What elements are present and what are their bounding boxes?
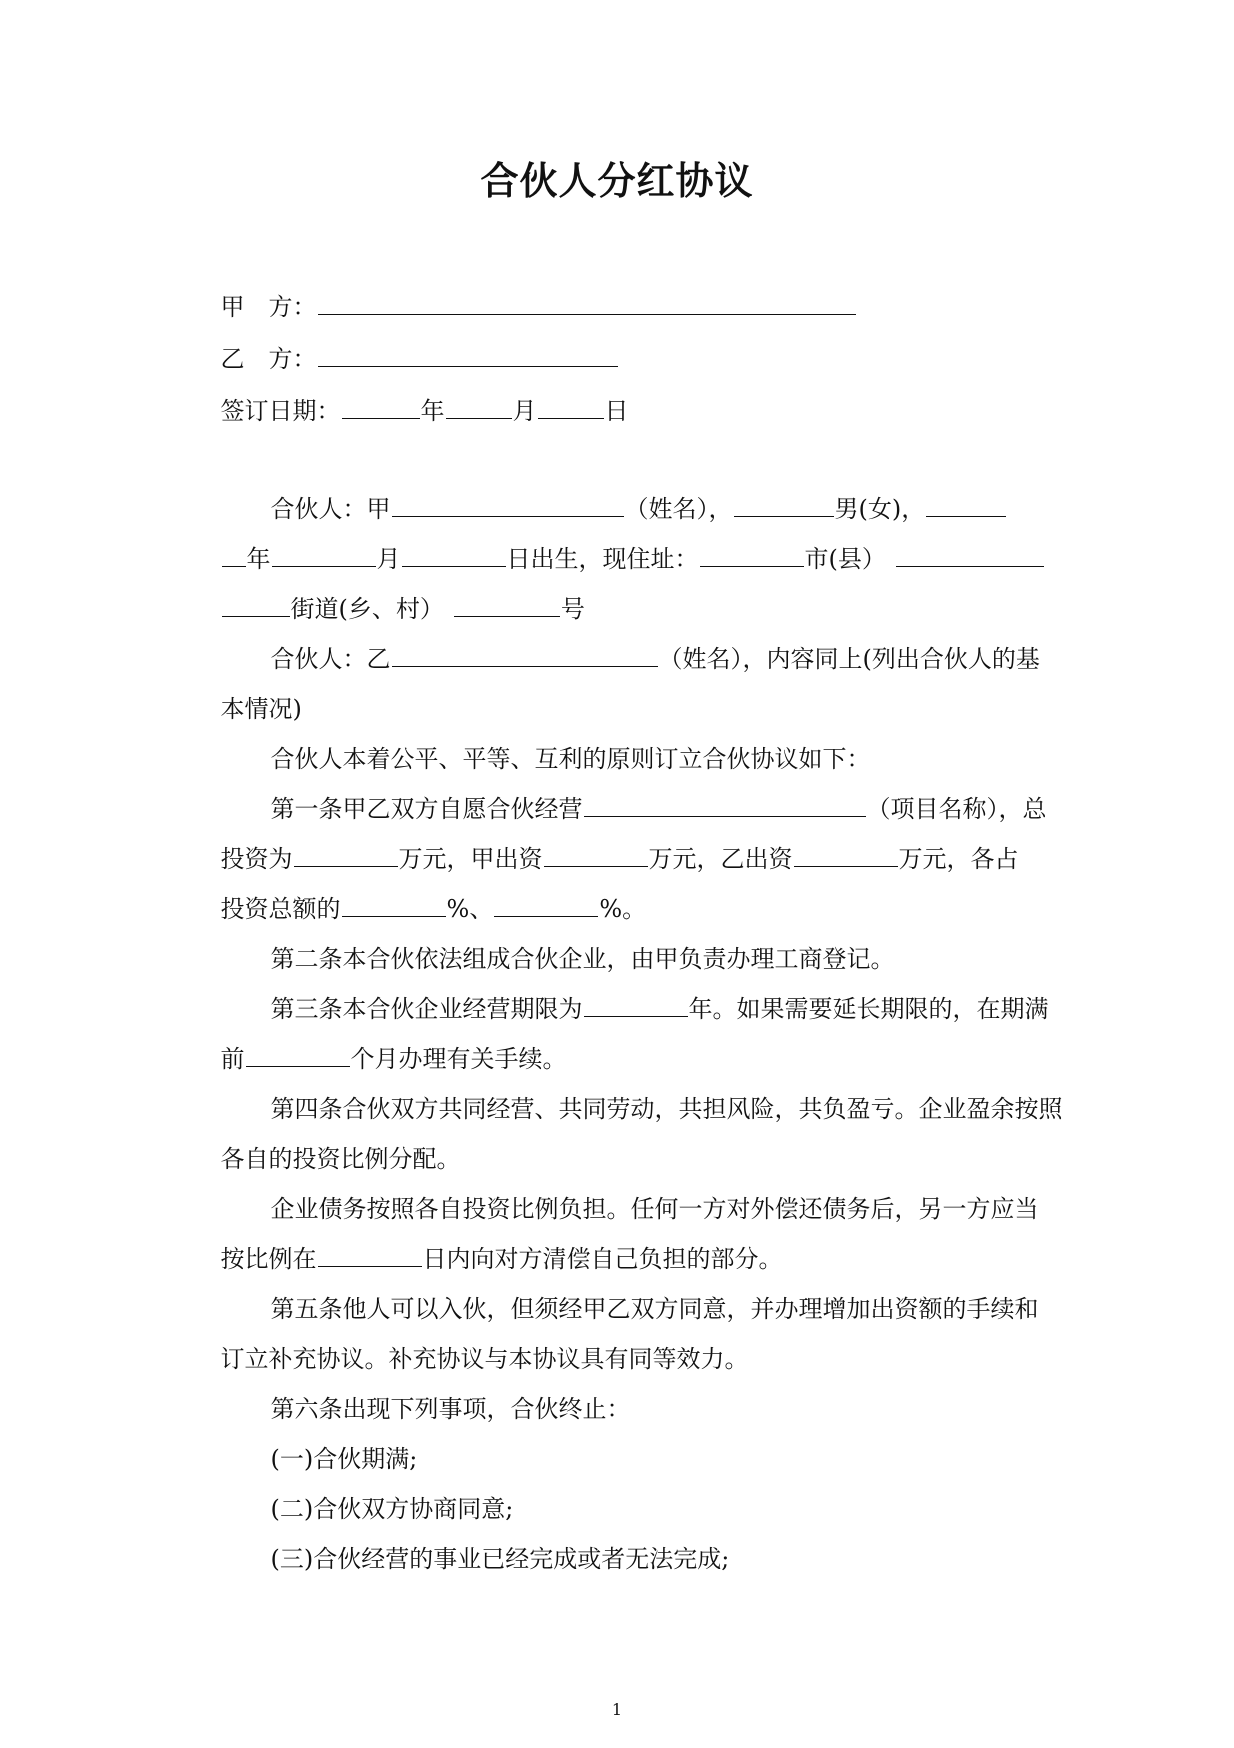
- article-4-text-b: 各自的投资比例分配。: [220, 1145, 461, 1173]
- partner-a-number-label: 号: [560, 595, 585, 623]
- article-5-text-b: 订立补充协议。补充协议与本协议具有同等效力。: [220, 1345, 749, 1373]
- debt-text-c: 日内向对方清偿自己负担的部分。: [422, 1245, 783, 1273]
- partner-b-note-2: 本情况): [220, 695, 302, 723]
- article-1-text-h: %、: [446, 895, 494, 923]
- party-b-investment-blank[interactable]: [794, 842, 898, 867]
- article-3-text-d: 个月办理有关手续。: [350, 1045, 567, 1073]
- partner-a-prefix: 合伙人：甲: [270, 495, 391, 523]
- sign-year-label: 年: [420, 397, 445, 425]
- partner-a-name-note: （姓名），: [624, 495, 733, 523]
- page-number: 1: [611, 1700, 623, 1719]
- partner-a-year-label: 年: [246, 545, 271, 573]
- partner-a-birth-label: 日出生，现住址：: [506, 545, 699, 573]
- article-1-text-e: 万元，乙出资: [648, 845, 793, 873]
- article-5-text-a: 第五条他人可以入伙，但须经甲乙双方同意，并办理增加出资额的手续和: [270, 1295, 1039, 1323]
- party-b-label: 乙 方：: [220, 345, 317, 373]
- partner-a-gender: 男(女)，: [834, 495, 926, 523]
- partner-b-line-1: [240, 608, 1040, 710]
- article-3-text-b: 年。如果需要延长期限的，在期满: [688, 995, 1049, 1023]
- item-2-text: (二)合伙双方协商同意;: [270, 1495, 514, 1523]
- partner-b-note-1: （姓名），内容同上(列出合伙人的基: [658, 645, 1040, 673]
- sign-month-label: 月: [512, 397, 537, 425]
- item-1-text: (一)合伙期满;: [270, 1445, 418, 1473]
- sign-date-line: [190, 360, 629, 462]
- partner-a-month-label: 月: [376, 545, 401, 573]
- party-a-label: 甲 方：: [220, 293, 317, 321]
- partner-a-city-blank[interactable]: [700, 542, 804, 567]
- article-1-text-a: 第一条甲乙双方自愿合伙经营: [270, 795, 583, 823]
- partner-a-city-label: 市(县）: [804, 545, 886, 573]
- term-years-blank[interactable]: [584, 992, 688, 1017]
- sign-year-blank[interactable]: [342, 394, 420, 419]
- article-1-text-i: %。: [599, 895, 647, 923]
- sign-day-label: 日: [604, 397, 629, 425]
- article-3-text-c: 前: [220, 1045, 245, 1073]
- document-title: 合伙人分红协议: [480, 159, 754, 203]
- partner-a-street-label: 街道(乡、村）: [290, 595, 444, 623]
- article-1-text-d: 万元，甲出资: [398, 845, 543, 873]
- partner-a-district-blank[interactable]: [896, 542, 1044, 567]
- debt-text-a: 企业债务按照各自投资比例负担。任何一方对外偿还债务后，另一方应当: [270, 1195, 1039, 1223]
- article-2-text: 第二条本合伙依法组成合伙企业，由甲负责办理工商登记。: [270, 945, 895, 973]
- item-3-text: (三)合伙经营的事业已经完成或者无法完成;: [270, 1545, 730, 1573]
- article-1-text-c: 投资为: [220, 845, 293, 873]
- intro-text: 合伙人本着公平、平等、互利的原则订立合伙协议如下：: [270, 745, 871, 773]
- debt-text-b: 按比例在: [220, 1245, 317, 1273]
- sign-month-blank[interactable]: [446, 394, 512, 419]
- partner-b-name-blank[interactable]: [392, 642, 658, 667]
- sign-day-blank[interactable]: [538, 394, 604, 419]
- article-1-text-b: （项目名称），总: [866, 795, 1047, 823]
- article-3-text-a: 第三条本合伙企业经营期限为: [270, 995, 583, 1023]
- article-6-item-3: [240, 1508, 729, 1610]
- article-1-text-g: 投资总额的: [220, 895, 341, 923]
- sign-date-label: 签订日期：: [220, 397, 341, 425]
- article-4-text-a: 第四条合伙双方共同经营、共同劳动，共担风险，共负盈亏。企业盈余按照: [270, 1095, 1063, 1123]
- article-6-text: 第六条出现下列事项，合伙终止：: [270, 1395, 631, 1423]
- article-1-text-f: 万元，各占: [898, 845, 1019, 873]
- partner-b-prefix: 合伙人：乙: [270, 645, 391, 673]
